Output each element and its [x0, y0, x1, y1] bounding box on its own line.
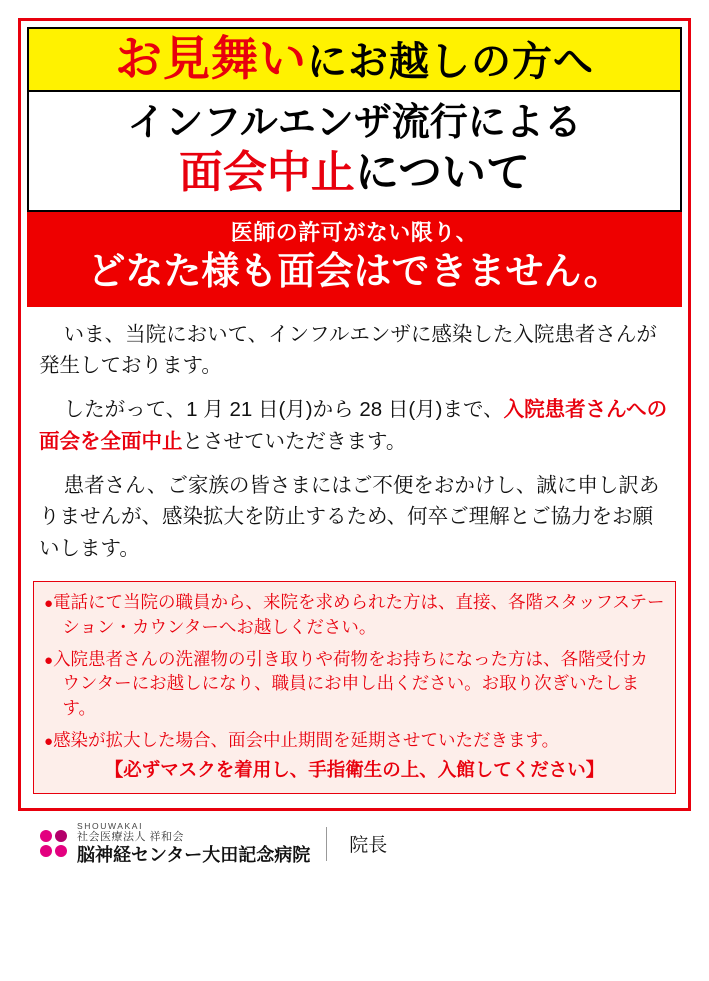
- body-paragraph-1: いま、当院において、インフルエンザに感染した入院患者さんが発生しております。: [39, 322, 657, 378]
- note-item: [44, 647, 665, 722]
- alert-line-2: どなた様も面会はできません。: [87, 251, 622, 294]
- note-item-text: 入院患者さんの洗濯物の引き取りや荷物をお持ちになった方は、各階受付カウンターにお越しになり、職員にお申し出ください。お取り次ぎいたします。: [53, 648, 649, 719]
- alert-band: [27, 212, 682, 306]
- title-emphasis: お見舞い: [115, 32, 307, 85]
- body-paragraph-2: [39, 394, 670, 458]
- subheading-black-text: について: [354, 147, 531, 197]
- note-item-text: 感染が拡大した場合、面会中止期間を延期させていただきます。: [53, 730, 560, 751]
- hospital-identity: [77, 821, 310, 866]
- body-text: [27, 307, 682, 577]
- subheading-red-text: 面会中止: [178, 147, 355, 197]
- body-paragraph-2-highlight: 入院患者さんへの面会を全面中止: [39, 398, 668, 453]
- bullet-icon: ●: [44, 594, 54, 612]
- title-banner: [27, 27, 682, 92]
- note-item-text: 電話にて当院の職員から、来院を求められた方は、直接、各階スタッフステーション・カウンターへお越しください。: [53, 591, 665, 637]
- hospital-logo-icon: [40, 830, 67, 857]
- notes-box: [33, 581, 676, 794]
- note-item: [44, 728, 665, 753]
- signer-title: 院長: [349, 835, 388, 857]
- subheading-line-2: [29, 148, 680, 199]
- mask-instruction: 【必ずマスクを着用し、手指衛生の上、入館してください】: [104, 759, 605, 780]
- bullet-icon: ●: [44, 651, 54, 669]
- bullet-icon: ●: [44, 733, 54, 751]
- body-paragraph-2-post: とさせていただきます。: [182, 429, 407, 453]
- footer: [18, 811, 691, 866]
- corporation-name: 社会医療法人 祥和会: [77, 831, 185, 844]
- footer-divider: [326, 827, 327, 861]
- subheading-box: [27, 92, 682, 212]
- subheading-line-1: インフルエンザ流行による: [127, 102, 582, 144]
- body-paragraph-2-pre: したがって、1 月 21 日(月)から 28 日(月)まで、: [63, 398, 504, 422]
- hospital-name: 脳神経センター大田記念病院: [77, 844, 311, 865]
- body-paragraph-3: 患者さん、ご家族の皆さまにはご不便をおかけし、誠に申し訳ありませんが、感染拡大を防止するため、何卒ご理解とご協力をお願いします。: [39, 473, 660, 561]
- poster-frame: [18, 18, 691, 811]
- title-rest: にお越しの方へ: [307, 40, 594, 84]
- alert-line-1: 医師の許可がない限り、: [230, 220, 479, 246]
- logo-romaji: SHOUWAKAI: [77, 821, 144, 832]
- note-item: [44, 590, 665, 640]
